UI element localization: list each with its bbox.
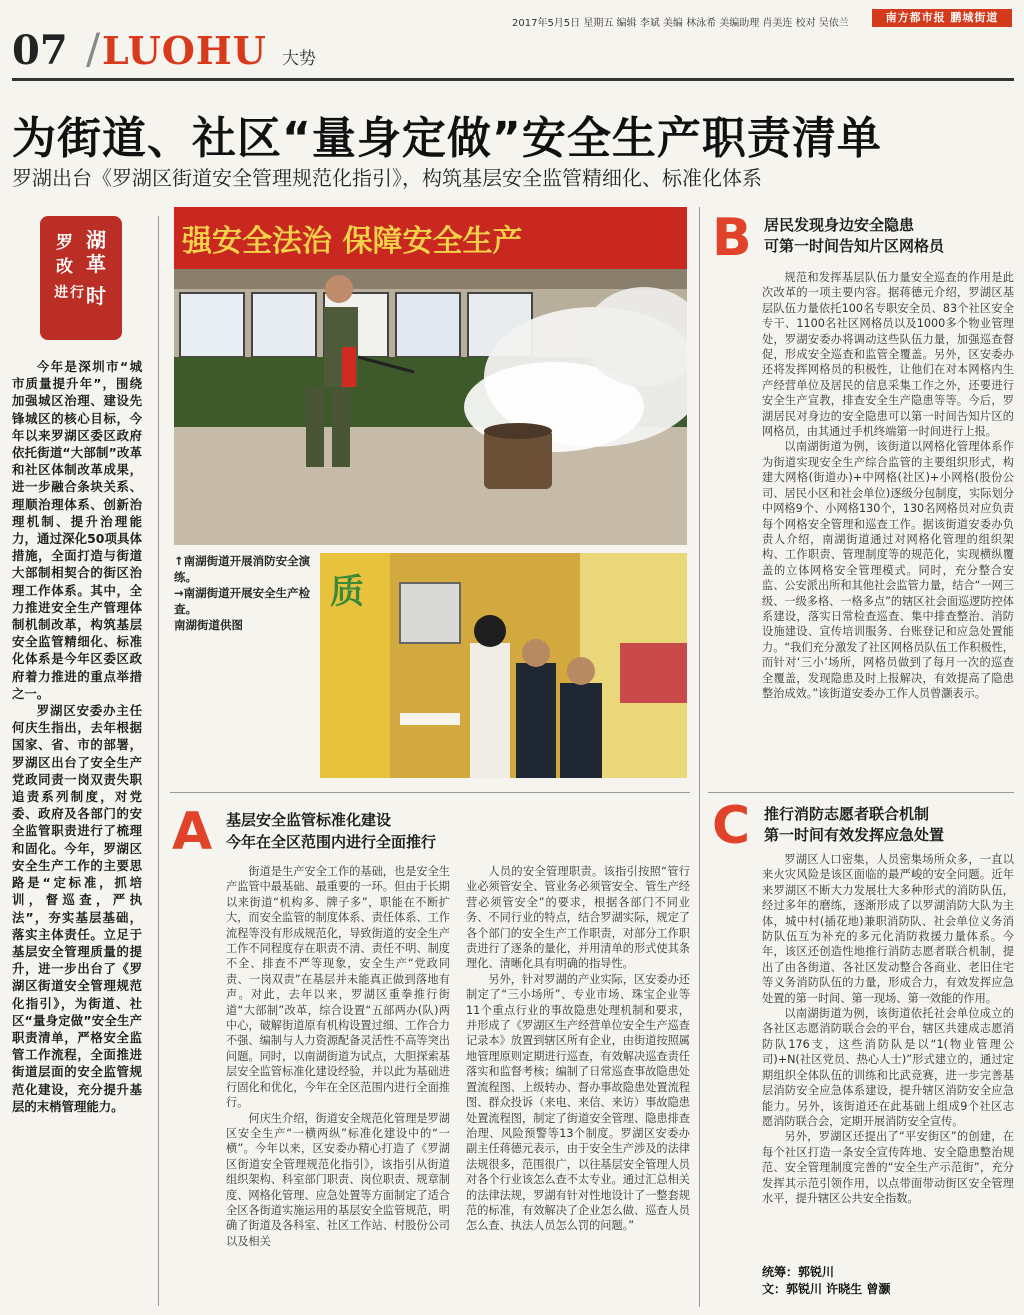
section-a-letter: A [172,802,213,862]
section-name: LUOHU [102,28,267,73]
seal-char: 进 [54,285,68,301]
byline-writers: 文：郭锐川 许晓生 曾灏 [762,1282,891,1296]
section-divider [708,792,1014,793]
inspection-illustration [320,553,687,778]
section-a-column-2 [466,864,690,1234]
section-a-column-1 [226,864,450,1249]
column-divider [158,216,159,1306]
seal-char: 改 [56,257,73,277]
caption-line: ↑南湖街道开展消防安全演练。 [174,554,311,584]
seal-char: 行 [70,285,84,301]
section-b-paragraph: 以南湖街道为例，该街道以网格化管理体系作为街道实现安全生产综合监管的主要组织形式，构建大网格(街道办)+中网格(社区)+小网格(股份公司、居民小区和社会单位)逐级分包制度，实际划分中网格9个、小网格130个，130名网格员对应负责每个网格安全管理和巡查工作。据该街道安委办负责人介绍，南湖街道通过对网格化管理的组织架构、工作职责、管理制度等的规范化，实现横纵覆盖的立体网格安全管理模式。同时，充分整合安监、公安派出所和其他社会监管力量，结合“一网三级、一级多格、一格多点”的辖区社会面巡逻防控体系建设，落实日常检查巡查、集中排查整治、消防设施建设、宣传培训服务、台账登记和应急处置能力。“我们充分激发了社区网格员队伍工作积极性，而针对‘三小’场所，网格员做到了每月一次的巡查全覆盖，发现隐患及时上报解决，有效提高了隐患整治成效。”该街道安委办工作人员曾灏表示。 [762,440,1014,700]
page-number: 07 [12,27,68,74]
section-b-body [762,270,1014,701]
section-b-letter: B [712,208,752,268]
byline-coordinator: 统筹：郭锐川 [762,1265,835,1279]
seal-char: 时 [86,284,106,308]
headline: 为街道、社区“量身定做”安全生产职责清单 [12,113,882,164]
newspaper-brand-logo: 南方都市报 鹏城街道 [872,9,1012,27]
slash-divider: / [86,24,101,73]
section-a-paragraph: 何庆生介绍，街道安全规范化管理是罗湖区安全生产“一横两纵”标准化建设中的“一横”。今年以来，区安委办精心打造了《罗湖区街道安全管理规范化指引》，该指引从街道组织架构、科室部门职责、岗位职责、规章制度、网格化管理、应急处置等方面制定了适合全区各街道实施运用的基层安全监管规范，明确了街道及各科室、社区工作站、村股份公司以及相关 [226,1111,450,1248]
seal-char: 革 [86,252,106,276]
luohu-reform-seal [40,216,122,340]
section-tag: 大势 [282,49,316,69]
section-c-paragraph: 另外，罗湖区还提出了“平安街区”的创建，在每个社区打造一条安全宣传阵地、安全隐患整治规范、安全管理制度完善的“安全生产示范街”，充分发挥其示范引领作用，以点带面带动街区安全管理水平，提升辖区公共安全指数。 [762,1130,1014,1205]
section-b-paragraph: 规范和发挥基层队伍力量安全巡查的作用是此次改革的一项主要内容。据蒋德元介绍，罗湖区基层队伍力量依托100名专职安全员、83个社区安全专干、1100名社区网格员以及1000多个物业管理处，罗湖安委办将调动这些队伍力量，加强巡查督促，形成安全巡查和监管全覆盖。另外，区安委办还将发挥网格员的积极性，让他们在对本网格内生产经营单位及居民的信息采集工作之外，还要进行安全生产宣教，排查安全生产隐患等等。今后，罗湖居民对身边的安全隐患可以第一时间告知片区的网格员，由其通过手机终端第一时间进行上报。 [762,271,1014,439]
section-a-paragraph: 人员的安全管理职责。该指引按照“管行业必须管安全、管业务必须管安全、管生产经营必须管安全”的要求，根据各部门不同业务、不同行业的特点，结合罗湖实际，规定了各个部门的安全生产工作职责，对部分工作职责进行了逐条的量化，并用清单的形式使其条理化、清晰化具有明确的指导性。 [466,865,690,971]
photo-caption [174,553,314,633]
banner-text: 强安全法治 保障安全生产 [182,224,523,259]
column-divider [699,207,700,1307]
section-c-title-line1: 推行消防志愿者联合机制 [764,805,930,823]
intro-paragraph: 罗湖区安委办主任何庆生指出，去年根据国家、省、市的部署，罗湖区出台了安全生产党政同责一岗双责失职追责系列制度，对党委、政府及各部门的安全监管职责进行了梳理和固化。今年，罗湖区安全生产工作的主要思路是“定标准，抓培训，督巡查，严执法”，夯实基层基础，落实主体责任。立足于基层安全管理质量的提升，进一步出台了《罗湖区街道安全管理规范化指引》，为街道、社区“量身定做”安全生产职责清单，严格安全监管工作流程，全面推进街道层面的安全监管规范化建设，充分提升基层的末梢管理能力。 [12,703,142,1114]
fire-drill-illustration [174,207,687,545]
fire-drill-photo [174,207,687,545]
section-a-title-line2: 今年在全区范围内进行全面推行 [226,833,437,851]
intro-paragraph: 今年是深圳市“城市质量提升年”，围绕加强城区治理、建设先锋城区的核心目标，今年以来罗湖区委区政府依托街道“大部制”改革和社区体制改革成果，进一步融合条块关系、理顺治理体系、创新治理机制、提升治理能力，通过深化50项具体措施，全面打造与街道大部制相契合的街区治理工作体系。其中，全力推进安全生产管理体制机制改革，构筑基层安全监管精细化、标准化体系是今年区委区政府着力推进的重点举措之一。 [12,359,142,701]
caption-line: →南湖街道开展安全生产检查。 [174,586,311,616]
section-c-body [762,852,1014,1206]
safety-inspection-photo [320,553,687,778]
header-rule [12,78,1014,81]
section-a-title-line1: 基层安全监管标准化建设 [226,811,392,829]
section-a-paragraph: 另外，针对罗湖的产业实际，区安委办还制定了“三小场所”、专业市场、珠宝企业等11个重点行业的事故隐患处理机制和要求，并形成了《罗湖区生产经营单位安全生产巡查记录本》放置到辖区所有企业，由街道按照属地管理原则定期进行巡查，有效解决巡查责任落实和监督考核；编制了日常巡查事故隐患处置流程图、上级转办、督办事故隐患处置流程图、群众投诉（来电、来信、来访）事故隐患处置流程图，制定了街道安全管理、隐患排查治理、风险预警等13个制度。罗湖区安委办副主任蒋德元表示，由于安全生产涉及的法律法规很多，范围很广，以往基层安全管理人员对各个行业该怎么查不太专业。通过汇总相关的法律法规，罗湖有针对性地设计了一整套规范的标准，有效解决了企业怎么做、巡查人员怎么查、执法人员怎么罚的问题。” [466,972,690,1233]
section-c-paragraph: 罗湖区人口密集，人员密集场所众多，一直以来火灾风险是该区面临的最严峻的安全问题。近年来罗湖区不断大力发展壮大多种形式的消防队伍，经过多年的磨练，逐渐形成了以罗湖消防大队为主体，城中村(插花地)兼职消防队、社会单位义务消防队伍互为补充的多元化消防救援力量体系。今年，该区还创造性地推行消防志愿者联合机制，提出了由各街道、各社区发动整合各商业、老旧住宅等义务消防队伍的力量，形成合力，有效发挥应急处置的第一时间、第一现场、第一效能的作用。 [762,853,1014,1005]
section-c-paragraph: 以南湖街道为例，该街道依托社会单位成立的各社区志愿消防联合会的平台，辖区共建成志愿消防队176支，这些消防队是以“1(物业管理公司)+N(社区党员、热心人士)”形式建立的，通过定期组织全体队伍的训练和比武竞赛，进一步完善基层消防安全应急体系建设，提升辖区消防安全应急能力。另外，该街道还在此基础上组成9个社区志愿消防联合会，定期开展消防安全宣传。 [762,1007,1014,1128]
store-sign-text: 质 [330,572,364,612]
section-c-title-line2: 第一时间有效发挥应急处置 [764,826,945,844]
seal-char: 湖 [86,228,106,252]
subheadline: 罗湖出台《罗湖区街道安全管理规范化指引》，构筑基层安全监管精细化、标准化体系 [12,166,762,190]
intro-column [12,358,142,1115]
section-a-paragraph: 街道是生产安全工作的基础，也是安全生产监管中最基础、最重要的一环。但由于长期以来街道“机构多、牌子多”，职能在不断扩大，而安全监管的制度体系、责任体系、工作流程等没有形成规范化，导致街道的安全生产工作不同程度存在职责不清、责任不明、制度不全、排查不严等现象，安全生产“党政同责、一岗双责”在基层并未能真正做到落地有声。对此，去年以来，罗湖区重拳推行街道“大部制”改革，综合设置“五部两办(队)两中心，破解街道原有机构设置过细、工作合力不强、编制与人力资源配备灵活性不高等突出问题。同时，以南湖街道为试点，大胆探索基层安全监管标准化建设经验，并以此为基础进行固化和优化，今年在全区范围内进行全面推行。 [226,865,450,1110]
section-b-title-line1: 居民发现身边安全隐患 [764,216,915,234]
dateline: 2017年5月5日 星期五 编辑 李斌 美编 林泳希 美编助理 肖美连 校对 吴依兰 [512,18,849,29]
section-divider [170,792,690,793]
caption-credit: 南湖街道供图 [174,618,243,632]
seal-char: 罗 [56,233,73,253]
section-c-letter: C [712,796,751,856]
section-b-title-line2: 可第一时间告知片区网格员 [764,237,945,255]
